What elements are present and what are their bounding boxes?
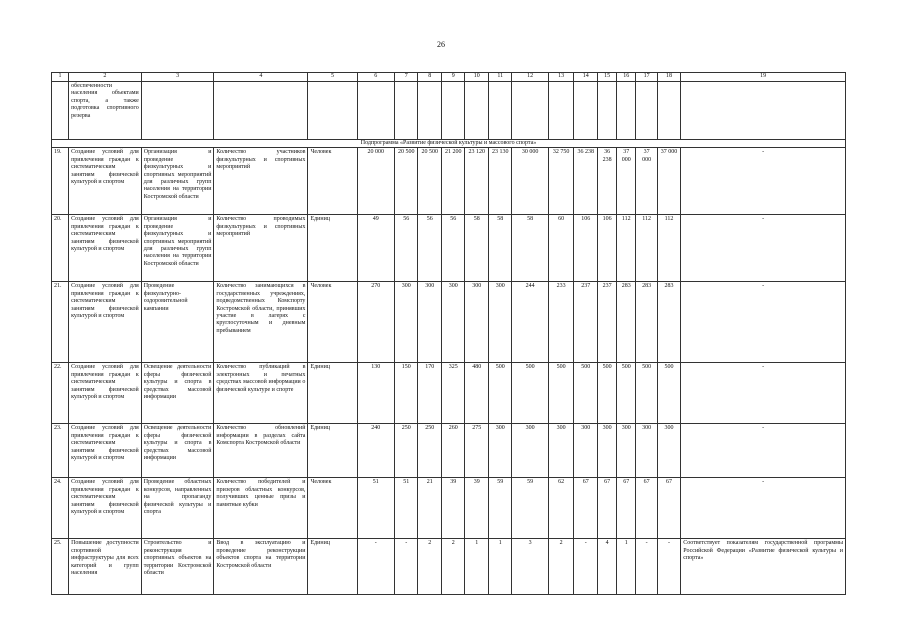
value-cell: 67 xyxy=(617,478,636,539)
value-cell: 325 xyxy=(441,363,465,424)
table-row xyxy=(52,424,846,478)
header-cell: 14 xyxy=(574,73,598,82)
goal-cell: Создание условий для привлечения граждан к систематическим занятиям физической культурой и спортом xyxy=(69,363,142,424)
value-cell: 300 xyxy=(441,282,465,363)
activity-cell: Освещение деятельности сферы физической культуры и спорта в средствах массовой информации xyxy=(141,424,214,478)
header-cell: 13 xyxy=(548,73,574,82)
value-cell: 20 000 xyxy=(357,148,394,215)
note-cell: - xyxy=(681,424,846,478)
unit-cell: Единиц xyxy=(308,215,357,282)
header-cell: 17 xyxy=(636,73,657,82)
value-cell: 300 xyxy=(394,282,418,363)
unit-cell: Человек xyxy=(308,148,357,215)
value-cell: 250 xyxy=(418,424,442,478)
value-cell: 270 xyxy=(357,282,394,363)
header-cell: 19 xyxy=(681,73,846,82)
row-number: 19. xyxy=(52,148,69,215)
header-row xyxy=(52,73,846,82)
value-cell: 30 000 xyxy=(512,148,548,215)
value-cell: 67 xyxy=(574,478,598,539)
value-cell: 32 750 xyxy=(548,148,574,215)
header-cell: 12 xyxy=(512,73,548,82)
row-number: 20. xyxy=(52,215,69,282)
indicator-cell: Количество занимающихся в государственных учреждениях, подведомственных Комспорту Костромской области, принявших участие в лагерях с круглосуточным и дневным пребыванием xyxy=(214,282,308,363)
unit-cell: Человек xyxy=(308,282,357,363)
header-cell: 11 xyxy=(488,73,512,82)
header-cell: 9 xyxy=(441,73,465,82)
note-cell: - xyxy=(681,363,846,424)
value-cell: 39 xyxy=(441,478,465,539)
value-cell: 500 xyxy=(488,363,512,424)
value-cell: 112 xyxy=(617,215,636,282)
value-cell: 500 xyxy=(548,363,574,424)
value-cell: 300 xyxy=(465,282,489,363)
value-cell: 37 000 xyxy=(617,148,636,215)
value-cell: - xyxy=(574,539,598,595)
note-cell: - xyxy=(681,215,846,282)
value-cell: - xyxy=(636,539,657,595)
row-number: 22. xyxy=(52,363,69,424)
header-cell: 15 xyxy=(597,73,616,82)
note-cell: - xyxy=(681,148,846,215)
value-cell: 2 xyxy=(548,539,574,595)
value-cell: 500 xyxy=(512,363,548,424)
value-cell: 58 xyxy=(512,215,548,282)
value-cell: 23 130 xyxy=(488,148,512,215)
value-cell: 240 xyxy=(357,424,394,478)
value-cell: 500 xyxy=(574,363,598,424)
value-cell: 260 xyxy=(441,424,465,478)
value-cell: 51 xyxy=(394,478,418,539)
continuation-text: обеспеченности населения объектами спорта, а также подготовка спортивного резерва xyxy=(69,82,142,140)
value-cell: 39 xyxy=(465,478,489,539)
header-cell: 7 xyxy=(394,73,418,82)
unit-cell: Единиц xyxy=(308,539,357,595)
subprogram-title: Подпрограмма «Развитие физической культуры и массового спорта» xyxy=(52,140,846,148)
value-cell: 58 xyxy=(465,215,489,282)
activity-cell: Организация и проведение физкультурных и спортивных мероприятий для различных групп населения на территории Костромской области xyxy=(141,215,214,282)
value-cell: 1 xyxy=(488,539,512,595)
value-cell: 56 xyxy=(418,215,442,282)
activity-cell: Освещение деятельности сферы физической культуры и спорта в средствах массовой информации xyxy=(141,363,214,424)
row-number: 23. xyxy=(52,424,69,478)
header-cell: 4 xyxy=(214,73,308,82)
value-cell: 500 xyxy=(597,363,616,424)
row-number: 21. xyxy=(52,282,69,363)
value-cell: 106 xyxy=(597,215,616,282)
value-cell: 300 xyxy=(574,424,598,478)
value-cell: 300 xyxy=(636,424,657,478)
indicators-table xyxy=(51,72,846,595)
value-cell: 250 xyxy=(394,424,418,478)
header-cell: 5 xyxy=(308,73,357,82)
value-cell: 3 xyxy=(512,539,548,595)
activity-cell: Строительство и реконструкция спортивных объектов на территории Костромской области xyxy=(141,539,214,595)
indicator-cell: Количество обновлений информации в разделах сайта Комспорта Костромской области xyxy=(214,424,308,478)
value-cell: 300 xyxy=(657,424,681,478)
note-cell: - xyxy=(681,478,846,539)
table-row xyxy=(52,148,846,215)
value-cell: 67 xyxy=(636,478,657,539)
goal-cell: Создание условий для привлечения граждан к систематическим занятиям физической культурой и спортом xyxy=(69,282,142,363)
table-row xyxy=(52,478,846,539)
value-cell: 480 xyxy=(465,363,489,424)
header-cell: 8 xyxy=(418,73,442,82)
indicator-cell: Ввод в эксплуатацию и проведение реконструкции объектов спорта на территории Костромской области xyxy=(214,539,308,595)
note-cell: - xyxy=(681,282,846,363)
goal-cell: Создание условий для привлечения граждан к систематическим занятиям физической культурой и спортом xyxy=(69,148,142,215)
value-cell: 21 200 xyxy=(441,148,465,215)
value-cell: 2 xyxy=(418,539,442,595)
value-cell: 59 xyxy=(512,478,548,539)
header-cell: 18 xyxy=(657,73,681,82)
value-cell: 20 500 xyxy=(418,148,442,215)
value-cell: 283 xyxy=(617,282,636,363)
value-cell: 500 xyxy=(617,363,636,424)
indicator-cell: Количество проводимых физкультурных и спортивных мероприятий xyxy=(214,215,308,282)
value-cell: 59 xyxy=(488,478,512,539)
value-cell: 275 xyxy=(465,424,489,478)
value-cell: 150 xyxy=(394,363,418,424)
value-cell: 300 xyxy=(418,282,442,363)
goal-cell: Повышение доступности спортивной инфраструктуры для всех категорий и групп населения xyxy=(69,539,142,595)
value-cell: 20 500 xyxy=(394,148,418,215)
value-cell: 500 xyxy=(657,363,681,424)
value-cell: 23 120 xyxy=(465,148,489,215)
value-cell: 58 xyxy=(488,215,512,282)
value-cell: 300 xyxy=(488,424,512,478)
value-cell: 500 xyxy=(636,363,657,424)
value-cell: 283 xyxy=(636,282,657,363)
table-row xyxy=(52,282,846,363)
value-cell: - xyxy=(657,539,681,595)
value-cell: 237 xyxy=(574,282,598,363)
value-cell: 170 xyxy=(418,363,442,424)
value-cell: 21 xyxy=(418,478,442,539)
note-cell: Соответствует показателям государственной программы Российской Федерации «Развитие физической культуры и спорта» xyxy=(681,539,846,595)
page-number: 26 xyxy=(437,40,445,49)
value-cell: 300 xyxy=(488,282,512,363)
header-cell: 3 xyxy=(141,73,214,82)
value-cell: 49 xyxy=(357,215,394,282)
value-cell: 106 xyxy=(574,215,598,282)
indicator-cell: Количество публикаций в электронных и печатных средствах массовой информации о физической культуре и спорте xyxy=(214,363,308,424)
activity-cell: Проведение областных конкурсов, направленных на пропаганду физической культуры и спорта xyxy=(141,478,214,539)
value-cell: 237 xyxy=(597,282,616,363)
value-cell: 56 xyxy=(441,215,465,282)
goal-cell: Создание условий для привлечения граждан к систематическим занятиям физической культурой и спортом xyxy=(69,424,142,478)
table-row xyxy=(52,363,846,424)
header-cell: 10 xyxy=(465,73,489,82)
value-cell: 233 xyxy=(548,282,574,363)
row-number: 25. xyxy=(52,539,69,595)
unit-cell: Единиц xyxy=(308,424,357,478)
value-cell: 300 xyxy=(512,424,548,478)
value-cell: 112 xyxy=(636,215,657,282)
value-cell: 130 xyxy=(357,363,394,424)
unit-cell: Человек xyxy=(308,478,357,539)
value-cell: 283 xyxy=(657,282,681,363)
value-cell: 244 xyxy=(512,282,548,363)
value-cell: 37 000 xyxy=(657,148,681,215)
row-number: 24. xyxy=(52,478,69,539)
header-cell: 16 xyxy=(617,73,636,82)
subprogram-row xyxy=(52,140,846,148)
value-cell: 1 xyxy=(465,539,489,595)
value-cell: - xyxy=(394,539,418,595)
indicator-cell: Количество участников физкультурных и спортивных мероприятий xyxy=(214,148,308,215)
value-cell: 56 xyxy=(394,215,418,282)
value-cell: 300 xyxy=(617,424,636,478)
activity-cell: Проведение физкультурно-оздоровительной кампании xyxy=(141,282,214,363)
value-cell: 300 xyxy=(548,424,574,478)
header-cell: 2 xyxy=(69,73,142,82)
value-cell: 2 xyxy=(441,539,465,595)
goal-cell: Создание условий для привлечения граждан к систематическим занятиям физической культурой и спортом xyxy=(69,215,142,282)
value-cell: 60 xyxy=(548,215,574,282)
value-cell: 51 xyxy=(357,478,394,539)
value-cell: 62 xyxy=(548,478,574,539)
value-cell: 36 238 xyxy=(574,148,598,215)
value-cell: 36 238 xyxy=(597,148,616,215)
value-cell: 4 xyxy=(597,539,616,595)
goal-cell: Создание условий для привлечения граждан к систематическим занятиям физической культурой и спортом xyxy=(69,478,142,539)
value-cell: 300 xyxy=(597,424,616,478)
indicator-cell: Количество победителей и призеров областных конкурсов, получивших ценные призы и памятные кубки xyxy=(214,478,308,539)
value-cell: 37 000 xyxy=(636,148,657,215)
value-cell: - xyxy=(357,539,394,595)
table-row xyxy=(52,539,846,595)
value-cell: 1 xyxy=(617,539,636,595)
header-cell: 6 xyxy=(357,73,394,82)
table-row xyxy=(52,215,846,282)
value-cell: 112 xyxy=(657,215,681,282)
header-cell: 1 xyxy=(52,73,69,82)
activity-cell: Организация и проведение физкультурных и спортивных мероприятий для различных групп населения на территории Костромской области xyxy=(141,148,214,215)
value-cell: 67 xyxy=(657,478,681,539)
continuation-row xyxy=(52,82,846,140)
value-cell: 67 xyxy=(597,478,616,539)
unit-cell: Единиц xyxy=(308,363,357,424)
